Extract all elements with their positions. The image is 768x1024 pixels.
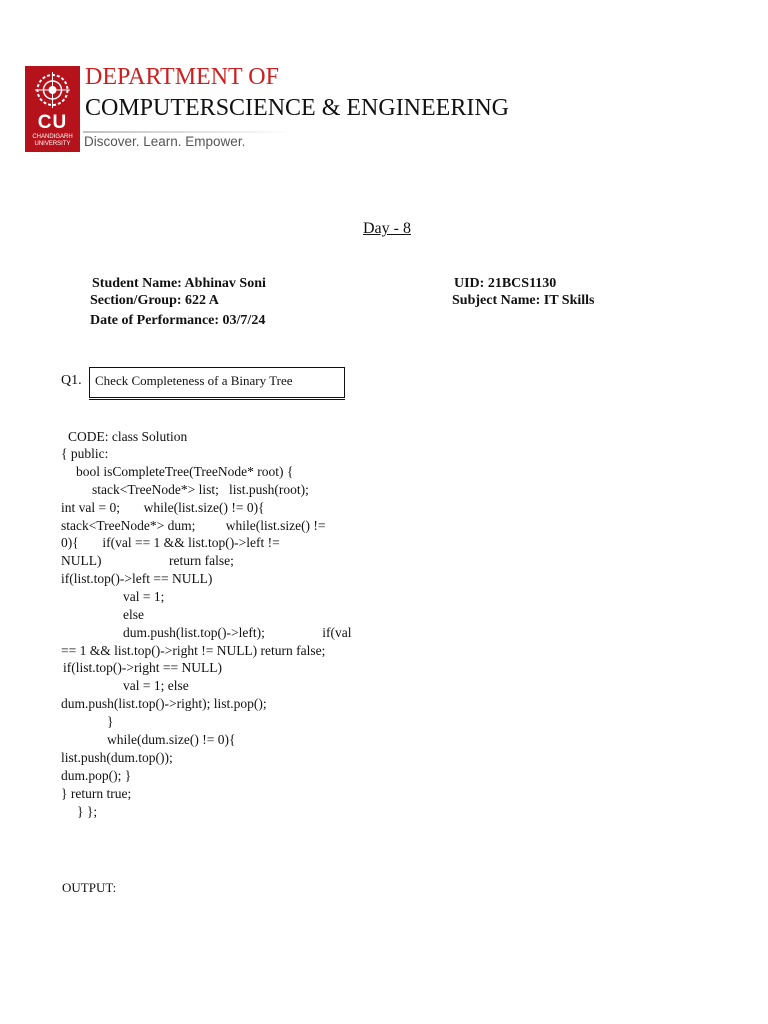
crest-icon <box>30 70 75 110</box>
subject-name: Subject Name: IT Skills <box>452 293 595 308</box>
logo-initials: CU <box>37 112 68 133</box>
code-line: stack<TreeNode*> dum; while(list.size() != <box>61 518 326 533</box>
code-line: val = 1; else <box>123 678 189 693</box>
department-title-line2: COMPUTERSCIENCE & ENGINEERING <box>85 95 509 121</box>
code-line: } <box>107 714 114 729</box>
code-line: list.push(dum.top()); <box>61 750 173 765</box>
date-of-performance: Date of Performance: 03/7/24 <box>90 313 266 328</box>
code-line: dum.push(list.top()->right); list.pop(); <box>61 696 267 711</box>
university-logo <box>25 66 80 152</box>
section-group: Section/Group: 622 A <box>90 293 219 308</box>
code-line: stack<TreeNode*> list; list.push(root); <box>92 482 309 497</box>
question-number: Q1. <box>61 373 82 388</box>
code-line: if(list.top()->right == NULL) <box>63 660 222 675</box>
code-line: 0){ if(val == 1 && list.top()->left != <box>61 535 280 550</box>
tagline: Discover. Learn. Empower. <box>84 134 246 149</box>
code-line: if(list.top()->left == NULL) <box>61 571 213 586</box>
uid: UID: 21BCS1130 <box>454 276 557 291</box>
code-line: NULL) return false; <box>61 553 234 568</box>
page-title: Day - 8 <box>363 220 411 237</box>
header-divider <box>83 131 295 133</box>
output-label: OUTPUT: <box>62 880 117 895</box>
student-name: Student Name: Abhinav Soni <box>92 276 266 291</box>
code-line: { public: <box>61 446 109 461</box>
code-line: while(dum.size() != 0){ <box>107 732 236 747</box>
code-line: } return true; <box>61 786 132 801</box>
code-line: CODE: class Solution <box>68 429 188 444</box>
code-line: else <box>123 607 144 622</box>
department-title-line1: DEPARTMENT OF <box>85 64 279 90</box>
question-title: Check Completeness of a Binary Tree <box>95 373 293 388</box>
code-line: val = 1; <box>123 589 165 604</box>
code-line: bool isCompleteTree(TreeNode* root) { <box>76 464 294 479</box>
code-line: dum.pop(); } <box>61 768 132 783</box>
code-line: dum.push(list.top()->left); if(val <box>123 625 352 640</box>
question-title-underline <box>89 399 345 400</box>
code-line: } }; <box>77 804 98 819</box>
code-line: == 1 && list.top()->right != NULL) return false; <box>61 643 326 658</box>
code-line: int val = 0; while(list.size() != 0){ <box>61 500 265 515</box>
logo-university-name: CHANDIGARH UNIVERSITY <box>32 134 73 147</box>
